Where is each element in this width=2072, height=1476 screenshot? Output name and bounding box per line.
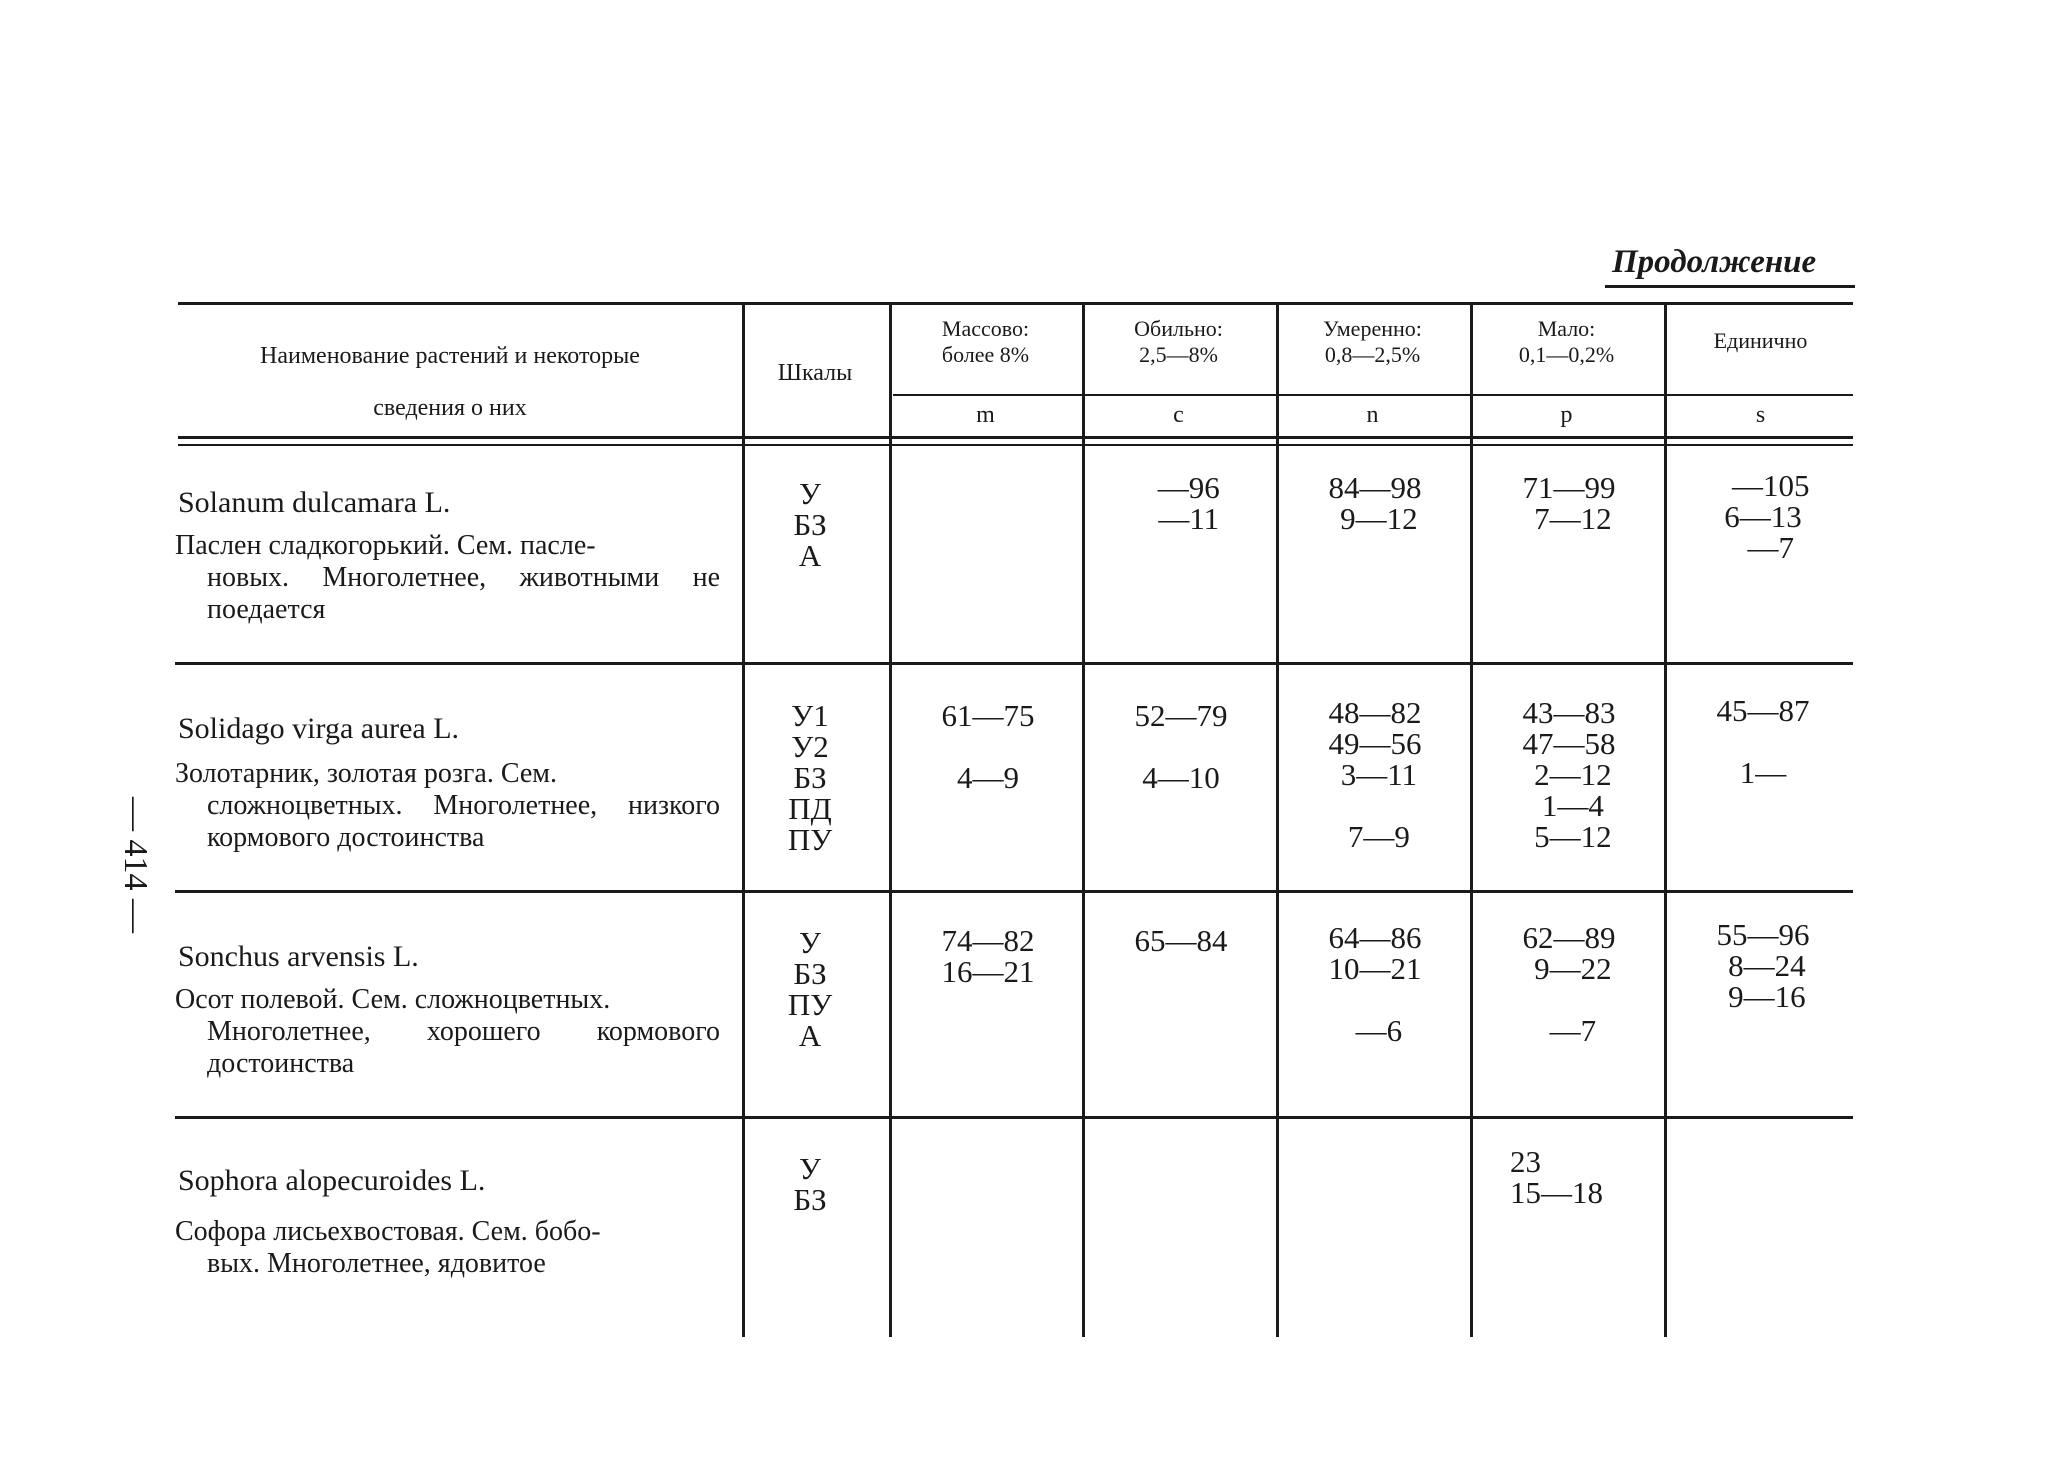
plant-latin-name: Solanum dulcamara L.: [178, 486, 451, 519]
page-number: — 414 —: [117, 797, 154, 933]
header-category-m: [893, 316, 1078, 368]
value-n: 64—86 10—21 —6: [1328, 920, 1422, 1048]
header-name-line1: Наименование растений и некоторые: [260, 343, 640, 369]
header-category-p-line1: Мало:: [1537, 316, 1596, 341]
header-sub-rule: [893, 394, 1853, 396]
scale-codes: У БЗ А: [793, 476, 827, 573]
header-category-s-line1: Единично: [1713, 328, 1808, 353]
plant-description-rest: вых. Многолетнее, ядовитое: [207, 1248, 546, 1279]
value-p: 62—89 9—22 —7: [1522, 920, 1616, 1048]
plant-latin-name: Sophora alopecuroides L.: [178, 1164, 486, 1197]
plant-latin-name: Sonchus arvensis L.: [178, 940, 419, 973]
header-letter-s: s: [1755, 402, 1766, 428]
plant-description: [175, 758, 720, 854]
header-category-p: [1474, 316, 1659, 368]
header-category-n: [1280, 316, 1465, 368]
header-category-c-line2: 2,5—8%: [1139, 342, 1218, 367]
header-category-m-line1: Массово:: [941, 316, 1030, 341]
header-category-m-line2: более 8%: [941, 342, 1030, 367]
value-s: 45—87 1—: [1716, 693, 1810, 790]
continued-underline: [1605, 285, 1855, 288]
plant-latin-name: Solidago virga aurea L.: [178, 712, 460, 745]
value-p: 71—99 7—12: [1522, 470, 1616, 536]
table-top-rule: [178, 302, 1853, 305]
value-n: 84—98 9—12: [1328, 470, 1422, 536]
plant-description-rest: сложноцветных. Многолетнее, низкого кормового достоинства: [207, 790, 720, 853]
column-divider: [1276, 302, 1279, 1337]
scale-codes: У1 У2 БЗ ПД ПУ: [787, 698, 833, 857]
header-name-line2: сведения о них: [373, 395, 527, 421]
plant-description: [175, 1216, 720, 1280]
header-letter-m: m: [976, 402, 995, 428]
plant-description-first: Софора лисьехвостовая. Сем. бобо-: [175, 1216, 601, 1247]
value-p: 23 15—18: [1510, 1144, 1603, 1210]
value-n: 48—82 49—56 3—11 7—9: [1328, 695, 1422, 854]
header-bottom-rule-2: [178, 444, 1853, 446]
plant-description: [175, 530, 720, 626]
column-divider: [742, 302, 745, 1337]
scale-codes: У БЗ: [793, 1151, 827, 1217]
plant-description-first: Осот полевой. Сем. сложноцветных.: [175, 984, 611, 1015]
value-m: 74—82 16—21: [941, 923, 1035, 989]
header-scales: Шкалы: [777, 360, 853, 386]
header-category-c: [1086, 316, 1271, 368]
value-c: —96 —11: [1157, 470, 1220, 536]
plant-description-rest: новых. Многолетнее, животными не поедается: [207, 562, 720, 625]
value-c: 52—79 4—10: [1134, 698, 1228, 795]
column-divider: [1664, 302, 1667, 1337]
plant-description-first: Золотарник, золотая розга. Сем.: [175, 758, 557, 789]
header-category-n-line2: 0,8—2,5%: [1324, 342, 1421, 367]
column-divider: [889, 302, 892, 1337]
header-category-s: [1668, 328, 1853, 354]
row-separator: [175, 1116, 1853, 1119]
value-s: —105 6—13 —7: [1724, 468, 1810, 565]
plant-description: [175, 984, 720, 1080]
value-s: 55—96 8—24 9—16: [1716, 917, 1810, 1014]
column-divider: [1082, 302, 1085, 1337]
value-m: 61—75 4—9: [941, 698, 1035, 795]
column-divider: [1470, 302, 1473, 1337]
row-separator: [175, 890, 1853, 893]
header-letter-p: p: [1560, 402, 1573, 428]
header-category-p-line2: 0,1—0,2%: [1518, 342, 1615, 367]
continued-label: Продолжение: [1612, 244, 1817, 280]
plant-description-first: Паслен сладкогорький. Сем. пасле-: [175, 530, 596, 561]
header-category-n-line1: Умеренно:: [1323, 316, 1422, 341]
row-separator: [175, 662, 1853, 665]
plant-description-rest: Многолетнее, хорошего кормового достоинства: [207, 1016, 720, 1079]
header-name: [190, 330, 710, 434]
header-bottom-rule: [178, 436, 1853, 439]
value-p: 43—83 47—58 2—12 1—4 5—12: [1522, 695, 1616, 854]
header-letter-c: c: [1173, 402, 1184, 428]
header-category-c-line1: Обильно:: [1134, 316, 1223, 341]
scale-codes: У БЗ ПУ А: [787, 925, 833, 1053]
value-c: 65—84: [1134, 923, 1228, 958]
header-letter-n: n: [1366, 402, 1379, 428]
